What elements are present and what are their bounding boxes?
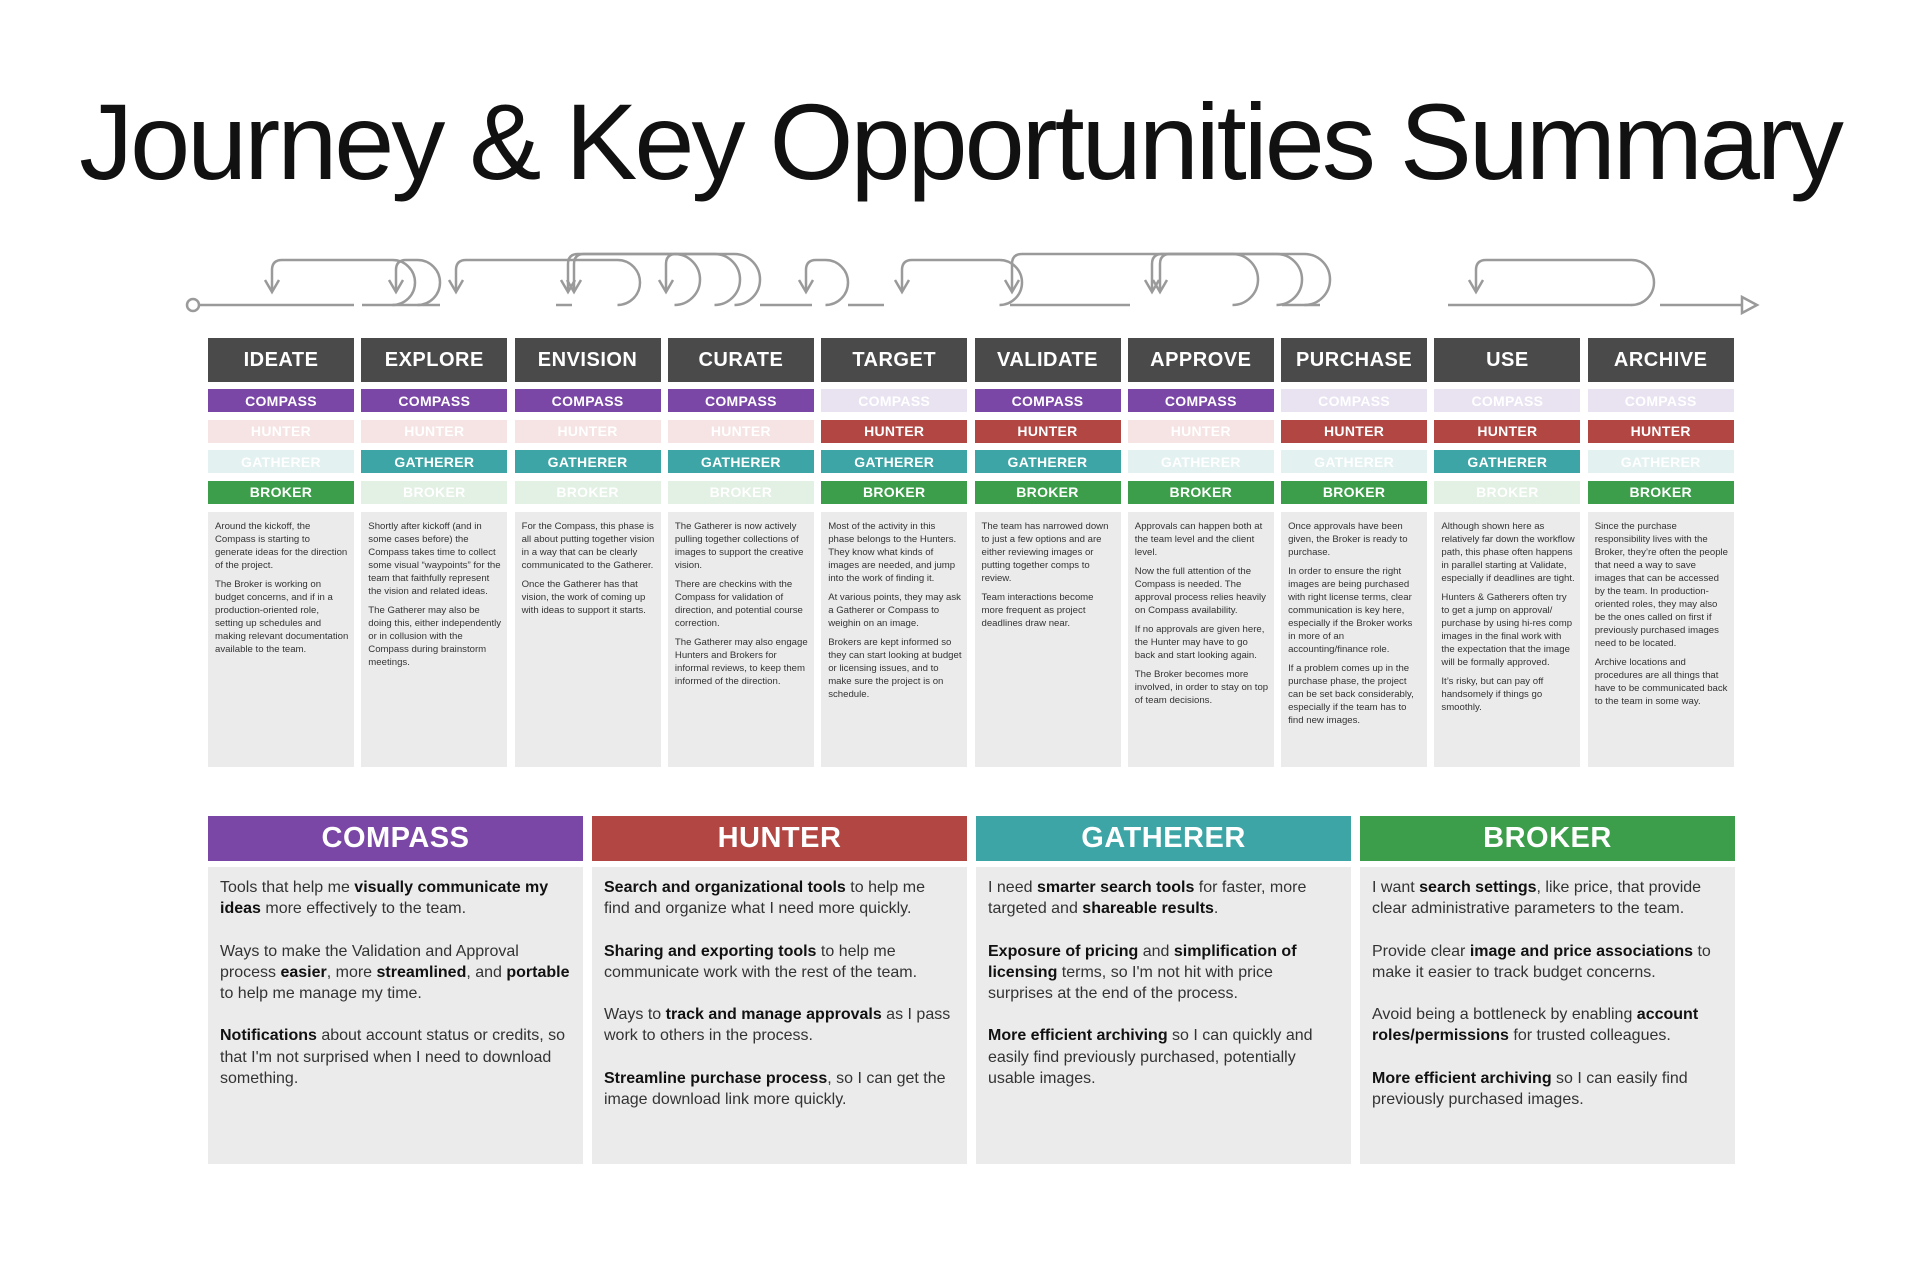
- role-tag-compass: COMPASS: [1281, 389, 1427, 412]
- role-tag-broker: BROKER: [515, 481, 661, 504]
- description-paragraph: Now the full attention of the Compass is needed. The approval process relies heavily on Compass availability.: [1134, 565, 1266, 616]
- stage-column-ideate: [208, 338, 354, 767]
- description-paragraph: Brokers are kept informed so they can start looking at budget or licensing issues, and to make sure the project is on schedule.: [828, 636, 962, 701]
- stage-header: USE: [1434, 338, 1580, 382]
- description-paragraph: In order to ensure the right images are being purchased with right license terms, clear communication is key here, especially if the Broker works in more of an accounting/finance role.: [1288, 565, 1413, 655]
- description-paragraph: The Broker becomes more involved, in order to stay on top of team decisions.: [1134, 668, 1269, 707]
- journey-timeline: [0, 0, 1920, 330]
- role-tag-hunter: HUNTER: [361, 420, 507, 443]
- description-paragraph: Most of the activity in this phase belongs to the Hunters. They know what kinds of images are needed, and jump into the work of finding it.: [828, 520, 957, 584]
- description-paragraph: Although shown here as relatively far down the workflow path, this phase often happens in parallel starting at Validate, especially if deadlines are tight.: [1441, 520, 1575, 584]
- persona-header: COMPASS: [208, 816, 583, 861]
- stage-description: [1281, 512, 1427, 767]
- stage-description: [208, 512, 354, 767]
- description-paragraph: Shortly after kickoff (and in some cases before) the Compass takes time to collect some visual “waypoints” for the team that faithfully represent the vision and related ideas.: [368, 520, 501, 597]
- opportunity-item: More efficient archiving so I can quickly and easily find previously purchased, potentially usable images.: [988, 1027, 1313, 1087]
- role-tag-hunter: HUNTER: [975, 420, 1121, 443]
- persona-column-broker: [1360, 816, 1735, 1164]
- stage-description: [1588, 512, 1734, 767]
- timeline-loop: [456, 260, 640, 305]
- persona-column-hunter: [592, 816, 967, 1164]
- stage-column-explore: [361, 338, 507, 767]
- role-tag-gatherer: GATHERER: [975, 450, 1121, 473]
- stage-description: [821, 512, 967, 767]
- description-paragraph: There are checkins with the Compass for validation of direction, and potential course correction.: [674, 578, 803, 629]
- stage-header: PURCHASE: [1281, 338, 1427, 382]
- timeline-start-circle: [187, 299, 199, 311]
- description-paragraph: Archive locations and procedures are all things that have to be communicated back to the team in some way.: [1594, 656, 1728, 708]
- description-paragraph: Team interactions become more frequent as project deadlines draw near.: [981, 591, 1094, 629]
- description-paragraph: If a problem comes up in the purchase phase, the project can be set back considerably, especially if the team has to find new images.: [1288, 662, 1414, 727]
- role-tag-hunter: HUNTER: [1281, 420, 1427, 443]
- description-paragraph: For the Compass, this phase is all about putting together vision in a way that can be clearly communicated to the Gatherer.: [521, 520, 655, 571]
- role-tag-hunter: HUNTER: [515, 420, 661, 443]
- description-paragraph: Once approvals have been given, the Broker is ready to purchase.: [1288, 520, 1408, 558]
- stage-column-validate: [975, 338, 1121, 767]
- opportunity-item: Provide clear image and price associations to make it easier to track budget concerns.: [1372, 942, 1711, 981]
- persona-header: HUNTER: [592, 816, 967, 861]
- persona-header: GATHERER: [976, 816, 1351, 861]
- role-tag-gatherer: GATHERER: [821, 450, 967, 473]
- opportunity-item: Streamline purchase process, so I can get the image download link more quickly.: [604, 1069, 946, 1108]
- timeline-loop: [574, 254, 700, 305]
- description-paragraph: Once the Gatherer has that vision, the work of coming up with ideas to support it starts.: [521, 578, 646, 616]
- opportunity-list: [592, 867, 967, 1164]
- description-paragraph: The team has narrowed down to just a few options and are either reviewing images or putting together comps to review.: [981, 520, 1109, 584]
- stage-description: [515, 512, 661, 767]
- role-tag-gatherer: GATHERER: [1281, 450, 1427, 473]
- role-tag-gatherer: GATHERER: [1588, 450, 1734, 473]
- stage-description: [668, 512, 814, 767]
- opportunity-item: Exposure of pricing and simplification of licensing terms, so I'm not hit with price surprises at the end of the process.: [988, 942, 1297, 1003]
- opportunity-item: Avoid being a bottleneck by enabling account roles/permissions for trusted colleagues.: [1372, 1006, 1699, 1045]
- description-paragraph: Since the purchase responsibility lives with the Broker, they’re often the people that need a way to save images that can be accessed by the team. In production-oriented roles, they may also be the ones called on first if previously purchased images need to be located.: [1594, 520, 1729, 649]
- stage-header: ARCHIVE: [1588, 338, 1734, 382]
- opportunity-item: I need smarter search tools for faster, more targeted and shareable results.: [988, 879, 1307, 918]
- role-tag-gatherer: GATHERER: [515, 450, 661, 473]
- stage-description: [361, 512, 507, 767]
- role-tag-compass: COMPASS: [1128, 389, 1274, 412]
- persona-column-gatherer: [976, 816, 1351, 1164]
- role-tag-compass: COMPASS: [1434, 389, 1580, 412]
- stage-header: CURATE: [668, 338, 814, 382]
- opportunity-list: [976, 867, 1351, 1164]
- role-tag-broker: BROKER: [975, 481, 1121, 504]
- timeline-loop: [1012, 254, 1258, 305]
- persona-column-compass: [208, 816, 583, 1164]
- description-paragraph: The Broker is working on budget concerns, and if in a production-oriented role, setting up schedules and making relevant documentation available to the team.: [215, 578, 349, 655]
- role-tag-compass: COMPASS: [668, 389, 814, 412]
- role-tag-broker: BROKER: [208, 481, 354, 504]
- stage-description: [975, 512, 1121, 767]
- role-tag-compass: COMPASS: [975, 389, 1121, 412]
- stage-description: [1128, 512, 1274, 767]
- description-paragraph: Approvals can happen both at the team level and the client level.: [1134, 520, 1263, 558]
- role-tag-compass: COMPASS: [361, 389, 507, 412]
- role-tag-broker: BROKER: [1588, 481, 1734, 504]
- stage-header: APPROVE: [1128, 338, 1274, 382]
- stage-column-target: [821, 338, 967, 767]
- opportunity-item: Search and organizational tools to help me find and organize what I need more quickly.: [604, 879, 925, 918]
- role-tag-gatherer: GATHERER: [668, 450, 814, 473]
- stage-column-approve: [1128, 338, 1274, 767]
- timeline-loop: [902, 260, 1022, 305]
- timeline-loop: [1160, 254, 1302, 305]
- description-paragraph: Around the kickoff, the Compass is starting to generate ideas for the direction of the project.: [215, 520, 348, 571]
- stage-column-curate: [668, 338, 814, 767]
- role-tag-compass: COMPASS: [821, 389, 967, 412]
- timeline-loop: [1476, 260, 1654, 305]
- opportunity-item: Ways to track and manage approvals as I pass work to others in the process.: [604, 1006, 951, 1045]
- role-tag-hunter: HUNTER: [821, 420, 967, 443]
- timeline-loop: [666, 254, 760, 305]
- role-tag-hunter: HUNTER: [208, 420, 354, 443]
- description-paragraph: The Gatherer may also be doing this, either independently or in collusion with the Compass during brainstorm meetings.: [368, 604, 502, 668]
- role-tag-hunter: HUNTER: [1128, 420, 1274, 443]
- role-tag-broker: BROKER: [361, 481, 507, 504]
- role-tag-broker: BROKER: [821, 481, 967, 504]
- description-paragraph: The Gatherer is now actively pulling together collections of images to support the creative vision.: [674, 520, 804, 571]
- stage-header: EXPLORE: [361, 338, 507, 382]
- role-tag-broker: BROKER: [668, 481, 814, 504]
- role-tag-hunter: HUNTER: [668, 420, 814, 443]
- page-title: Journey & Key Opportunities Summary: [79, 81, 1841, 202]
- role-tag-compass: COMPASS: [208, 389, 354, 412]
- description-paragraph: If no approvals are given here, the Hunter may have to go back and start looking again.: [1134, 623, 1265, 661]
- persona-header: BROKER: [1360, 816, 1735, 861]
- stage-header: TARGET: [821, 338, 967, 382]
- description-paragraph: It’s risky, but can pay off handsomely if things go smoothly.: [1441, 676, 1544, 714]
- opportunity-item: More efficient archiving so I can easily find previously purchased images.: [1372, 1069, 1688, 1108]
- role-tag-broker: BROKER: [1128, 481, 1274, 504]
- opportunity-list: [1360, 867, 1735, 1164]
- stage-header: VALIDATE: [975, 338, 1121, 382]
- role-tag-gatherer: GATHERER: [1434, 450, 1580, 473]
- opportunity-item: Sharing and exporting tools to help me communicate work with the rest of the team.: [604, 942, 918, 981]
- role-tag-gatherer: GATHERER: [1128, 450, 1274, 473]
- timeline-loop: [1152, 254, 1330, 305]
- role-tag-gatherer: GATHERER: [361, 450, 507, 473]
- timeline-end-arrow: [1742, 297, 1757, 313]
- role-tag-compass: COMPASS: [515, 389, 661, 412]
- opportunity-item: Notifications about account status or credits, so that I'm not surprised when I need to download something.: [220, 1027, 566, 1087]
- stage-column-envision: [515, 338, 661, 767]
- stage-description: [1434, 512, 1580, 767]
- stage-column-archive: [1588, 338, 1734, 767]
- opportunity-list: [208, 867, 583, 1164]
- role-tag-broker: BROKER: [1434, 481, 1580, 504]
- role-tag-broker: BROKER: [1281, 481, 1427, 504]
- role-tag-compass: COMPASS: [1588, 389, 1734, 412]
- description-paragraph: Hunters & Gatherers often try to get a jump on approval/ purchase by using hi-res comp images in the final work with the expectation that the image will be formally approved.: [1441, 591, 1573, 668]
- stage-column-use: [1434, 338, 1580, 767]
- timeline-loop: [568, 254, 740, 305]
- role-tag-hunter: HUNTER: [1588, 420, 1734, 443]
- description-paragraph: At various points, they may ask a Gatherer or Compass to weighin on an image.: [828, 591, 961, 629]
- stage-column-purchase: [1281, 338, 1427, 767]
- stage-header: IDEATE: [208, 338, 354, 382]
- role-tag-hunter: HUNTER: [1434, 420, 1580, 443]
- description-paragraph: The Gatherer may also engage Hunters and Brokers for informal reviews, to keep them informed of the direction.: [674, 636, 808, 688]
- stage-header: ENVISION: [515, 338, 661, 382]
- opportunity-item: Tools that help me visually communicate my ideas more effectively to the team.: [220, 879, 549, 918]
- role-tag-gatherer: GATHERER: [208, 450, 354, 473]
- opportunity-item: I want search settings, like price, that provide clear administrative parameters to the team.: [1372, 879, 1702, 918]
- timeline-loop: [272, 260, 415, 305]
- opportunity-item: Ways to make the Validation and Approval process easier, more streamlined, and portable to help me manage my time.: [220, 942, 570, 1003]
